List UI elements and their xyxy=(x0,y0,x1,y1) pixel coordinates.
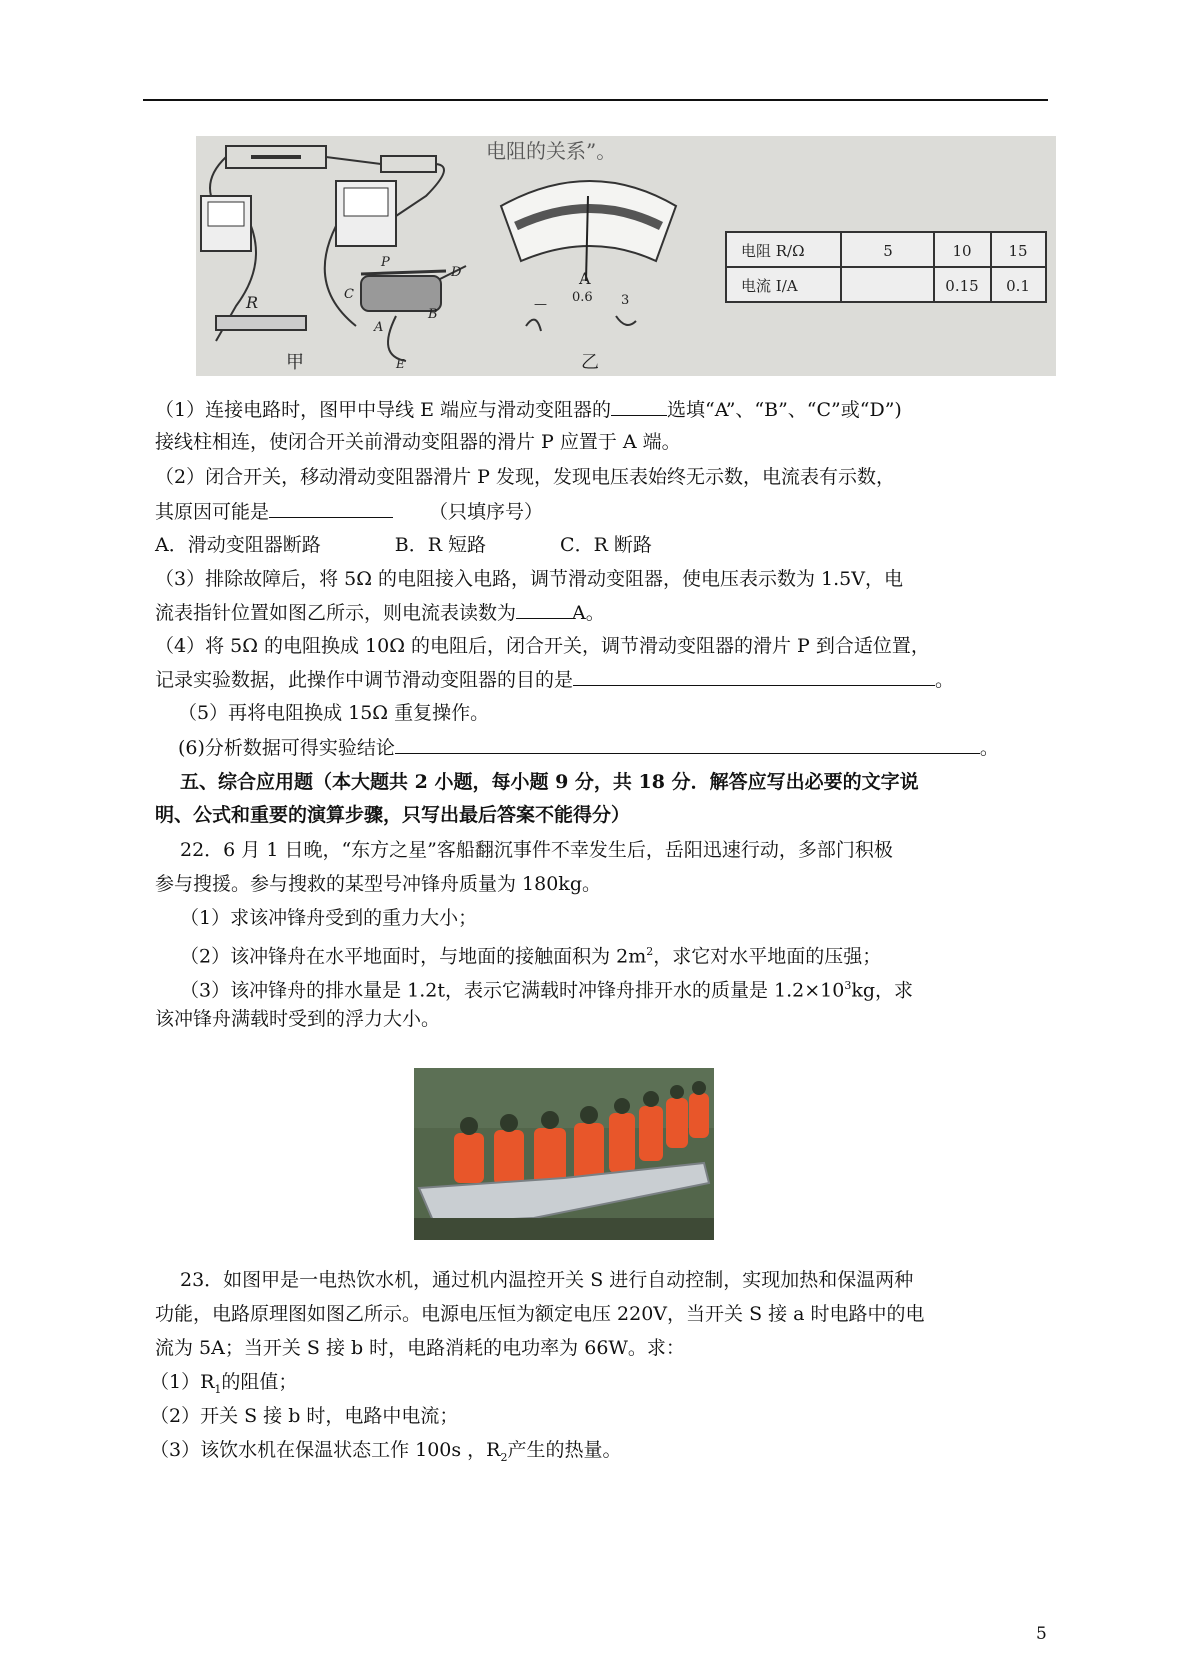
q21-part4-line1: （4）将 5Ω 的电阻换成 10Ω 的电阻后，闭合开关，调节滑动变阻器的滑片 P 到合适位置， xyxy=(155,635,930,657)
q22-line2: 参与搜援。参与搜救的某型号冲锋舟质量为 180kg。 xyxy=(155,873,601,895)
q22-sub1: （1）求该冲锋舟受到的重力大小； xyxy=(180,907,478,929)
page-number: 5 xyxy=(1036,1624,1047,1644)
q21-part6 xyxy=(178,735,999,760)
q21-p6b: 。 xyxy=(979,737,999,759)
option-a: A．滑动变阻器断路 xyxy=(155,534,321,556)
q23-s1b: 的阻值； xyxy=(221,1371,298,1393)
rheostat-label-d: D xyxy=(451,265,462,280)
q23-sub2: （2）开关 S 接 b 时，电路中电流； xyxy=(150,1405,459,1427)
caption-jia: 甲 xyxy=(286,352,304,373)
q21-p4c: 。 xyxy=(935,669,955,691)
wire-label-e: E xyxy=(396,357,405,371)
rheostat-label-p: P xyxy=(381,255,390,270)
header-rule xyxy=(143,99,1048,101)
q21-p2b: 其原因可能是 xyxy=(155,501,270,523)
q22-s2b: ，求它对水平地面的压强； xyxy=(653,945,882,968)
table-row-label: 电阻 R/Ω xyxy=(741,242,805,260)
q23-sub1 xyxy=(150,1370,297,1402)
rheostat-label-c: C xyxy=(344,287,354,302)
figure-header-fragment: 电阻的关系”。 xyxy=(486,139,617,163)
q22-line1: 22．6 月 1 日晚，“东方之星”客船翻沉事件不幸发生后，岳阳迅速行动，多部门积极 xyxy=(180,839,893,861)
meter-terminal-neg: — xyxy=(534,297,547,312)
q22-s2a: （2）该冲锋舟在水平地面时，与地面的接触面积为 2m xyxy=(180,945,647,968)
q21-p1b: 选填“A”、“B”、“C”或“D”) xyxy=(667,399,902,421)
switch xyxy=(381,156,436,172)
q21-part1-line1 xyxy=(155,397,902,422)
q23-sub3 xyxy=(150,1438,622,1470)
q22-sub3-line1 xyxy=(180,974,913,1002)
resistor xyxy=(216,316,306,330)
q21-part3-line1: （3）排除故障后，将 5Ω 的电阻接入电路，调节滑动变阻器，使电压表示数为 1.5V，电 xyxy=(155,568,903,590)
q21-p3b: 流表指针位置如图乙所示，则电流表读数为 xyxy=(155,602,517,624)
table-row-label: 电流 I/A xyxy=(741,277,798,295)
answer-blank[interactable] xyxy=(269,499,393,518)
option-b: B．R 短路 xyxy=(394,534,487,556)
section5-heading-line1: 五、综合应用题（本大题共 2 小题，每小题 9 分，共 18 分．解答应写出必要的文字说 xyxy=(180,771,919,793)
rescue-boat-photo xyxy=(414,1068,714,1240)
q23-s1a: （1）R xyxy=(150,1371,215,1393)
q22-s3b: kg，求 xyxy=(851,979,914,1002)
q21-part3-line2 xyxy=(155,600,605,625)
q23-s3b: 产生的热量。 xyxy=(507,1439,622,1461)
q23-line1: 23．如图甲是一电热饮水机，通过机内温控开关 S 进行自动控制，实现加热和保温两种 xyxy=(180,1269,914,1291)
rheostat-label-b: B xyxy=(428,307,438,322)
q21-part2-line1: （2）闭合开关，移动滑动变阻器滑片 P 发现，发现电压表始终无示数，电流表有示数， xyxy=(155,466,895,488)
superscript: 3 xyxy=(844,979,852,992)
option-c: C．R 断路 xyxy=(560,534,652,556)
meter-unit: A xyxy=(579,269,591,288)
resistor-label: R xyxy=(246,293,259,312)
q21-part2-line2 xyxy=(155,499,543,524)
circuit-figure-svg xyxy=(196,136,1056,376)
q21-p6a: (6)分析数据可得实验结论 xyxy=(178,737,395,759)
table-cell: 0.15 xyxy=(945,277,979,295)
q21-part1-line2: 接线柱相连，使闭合开关前滑动变阻器的滑片 P 应置于 A 端。 xyxy=(155,431,681,453)
table-cell: 0.1 xyxy=(1006,277,1030,295)
subscript: 2 xyxy=(500,1450,508,1464)
circuit-figure xyxy=(196,136,1056,376)
superscript: 2 xyxy=(646,945,654,958)
rheostat-label-a: A xyxy=(374,320,384,335)
answer-blank[interactable] xyxy=(395,735,980,754)
q23-s3a: （3）该饮水机在保温状态工作 100s ，R xyxy=(150,1439,501,1461)
q23-line2: 功能，电路原理图如图乙所示。电源电压恒为额定电压 220V，当开关 S 接 a 时电路中的电 xyxy=(155,1303,925,1325)
meter-terminal-06: 0.6 xyxy=(572,290,593,305)
q21-p1a: （1）连接电路时，图甲中导线 E 端应与滑动变阻器的 xyxy=(155,399,612,421)
data-table xyxy=(726,232,1046,302)
table-cell: 15 xyxy=(1008,242,1028,260)
answer-blank[interactable] xyxy=(573,667,935,686)
subscript: 1 xyxy=(214,1382,222,1396)
caption-yi: 乙 xyxy=(581,352,599,373)
q22-sub2 xyxy=(180,940,881,968)
q22-s3a: （3）该冲锋舟的排水量是 1.2t，表示它满载时冲锋舟排开水的质量是 1.2×10 xyxy=(180,979,845,1002)
q21-options xyxy=(155,533,652,557)
q23-line3: 流为 5A；当开关 S 接 b 时，电路消耗的电功率为 66W。求： xyxy=(155,1337,685,1359)
q21-p2c: （只填序号） xyxy=(429,501,544,523)
table-cell: 10 xyxy=(952,242,972,260)
q21-part5: （5）再将电阻换成 15Ω 重复操作。 xyxy=(178,702,490,724)
rescue-boat-photo-svg xyxy=(414,1068,714,1240)
q22-sub3-line2: 该冲锋舟满载时受到的浮力大小。 xyxy=(155,1008,441,1030)
meter-terminal-3: 3 xyxy=(621,293,630,308)
section5-heading-line2: 明、公式和重要的演算步骤，只写出最后答案不能得分） xyxy=(155,804,631,826)
answer-blank[interactable] xyxy=(516,600,572,619)
q21-part4-line2 xyxy=(155,667,954,692)
q21-p4b: 记录实验数据，此操作中调节滑动变阻器的目的是 xyxy=(155,669,574,691)
table-cell: 5 xyxy=(883,242,893,260)
rheostat xyxy=(361,276,441,311)
answer-blank[interactable] xyxy=(611,397,667,416)
q21-p3c: A。 xyxy=(572,602,605,624)
